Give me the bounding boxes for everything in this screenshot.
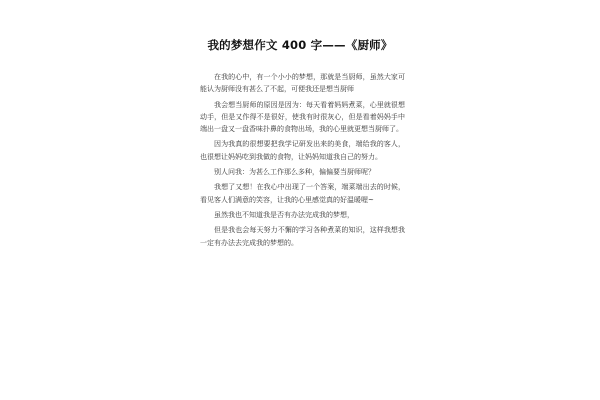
- essay-body: [200, 71, 405, 252]
- essay-paragraph: 我想了又想！在我心中出现了一个答案，端菜端出去的时候，看见客人们满意的笑容，让我的心里感觉真的好温暖喔~: [200, 183, 405, 204]
- essay-paragraph: 在我的心中，有一个小小的梦想，那就是当厨师，虽然大家可能认为厨师没有甚么了不起，可便我还是想当厨师: [200, 73, 405, 94]
- essay-paragraph: 别人问我：为甚么工作那么多种，偏偏要当厨师呢？: [214, 167, 375, 176]
- document-title: 我的梦想作文 400 字——《厨师》: [207, 38, 393, 52]
- essay-paragraph: 虽然我也不知道我是否有办法完成我的梦想，: [214, 210, 354, 219]
- essay-paragraph: 但是我也会每天努力不懈的学习各种煮菜的知识，这样我想我一定有办法去完成我的梦想的。: [200, 226, 405, 247]
- essay-paragraph: 因为我真的很想要把我学记研发出来的美食，端给我的客人，也很想让妈妈吃到我做的食物，让妈妈知道我自己的努力。: [200, 140, 405, 161]
- essay-paragraph: 我会想当厨师的原因是因为：每天看着妈妈煮菜，心里就很想动手，但是又作得不是很好，使我有时很灰心，但是看着妈妈手中端出一盘又一盘香味扑鼻的食物出场，我的心里就更想当厨师了。: [200, 100, 405, 133]
